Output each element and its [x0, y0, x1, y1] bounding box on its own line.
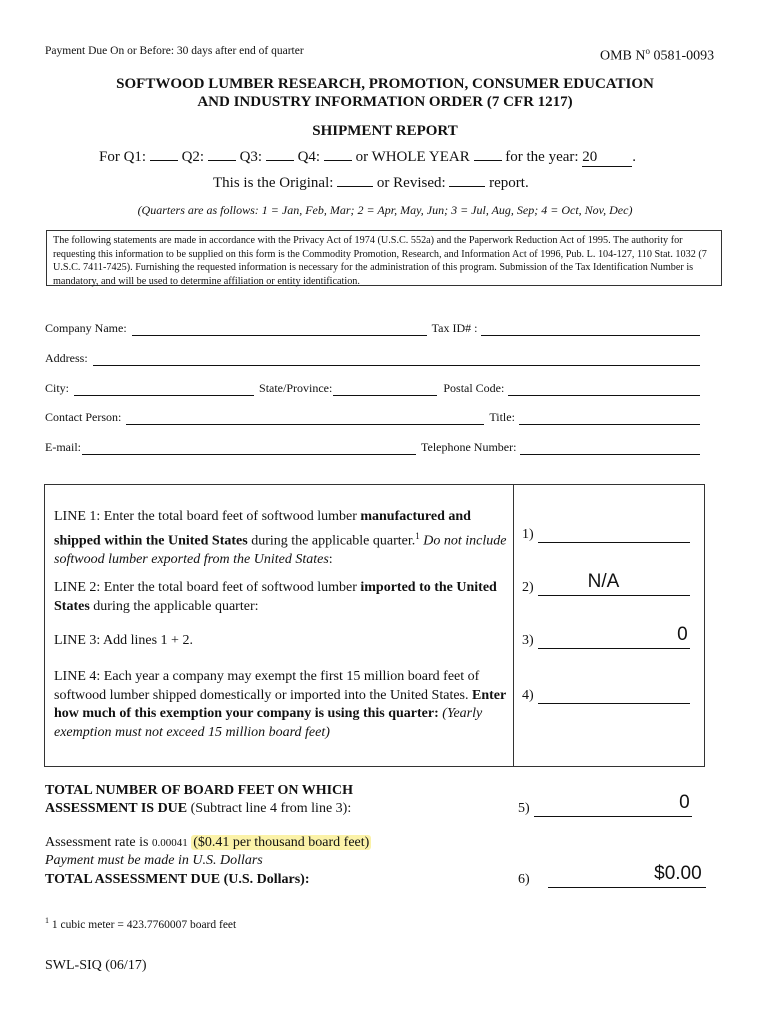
email-label: E-mail:: [45, 440, 81, 454]
omb-sup: o: [645, 46, 651, 56]
answer-3-value: 0: [677, 624, 688, 645]
city-label: City:: [45, 381, 70, 395]
report-title: SHIPMENT REPORT: [312, 123, 458, 139]
city-field[interactable]: [74, 383, 254, 396]
answer-2: [522, 571, 690, 596]
quarters-note: (Quarters are as follows: 1 = Jan, Feb, Mar; 2 = Apr, May, Jun; 3 = Jul, Aug, Sep; 4 = Oct, Nov, Dec): [137, 203, 633, 217]
line2-a: LINE 2: Enter the total board feet of softwood lumber: [54, 580, 361, 595]
footnote-text: 1 cubic meter = 423.7760007 board feet: [51, 918, 237, 931]
omb-value: 0581-0093: [650, 48, 715, 64]
footnote: [45, 916, 236, 931]
line3-text: LINE 3: Add lines 1 + 2.: [54, 633, 193, 648]
rate-highlight: ($0.41 per thousand board feet): [193, 835, 370, 850]
contact-label: Contact Person:: [45, 410, 122, 424]
year-value: 20: [582, 149, 598, 165]
answer-1: [522, 527, 690, 543]
answer-5-number: 5): [518, 801, 530, 816]
line1-text: [54, 508, 509, 569]
postal-label: Postal Code:: [443, 381, 505, 395]
q3-field[interactable]: [266, 148, 294, 161]
postal-field[interactable]: [508, 383, 700, 396]
line2-b: imported to the United States: [54, 580, 497, 614]
line4-a: LINE 4: Each year a company may exempt the first 15 million board feet of softwood lumber shipped domestically or imported into the United States.: [54, 669, 480, 703]
total-due-label: TOTAL ASSESSMENT DUE (U.S. Dollars):: [45, 872, 310, 887]
q4-label: Q4:: [297, 149, 321, 165]
rate-label: Assessment rate is: [45, 835, 152, 850]
payment-due-note: Payment Due On or Before: 30 days after end of quarter: [45, 45, 304, 57]
telephone-field[interactable]: [520, 442, 700, 455]
q1-field[interactable]: [150, 148, 178, 161]
omb-prefix: OMB N: [600, 48, 646, 64]
total-label-line2: [45, 801, 351, 817]
email-field[interactable]: [82, 442, 416, 455]
revised-label: or Revised:: [376, 175, 446, 191]
original-revised-row: [213, 174, 529, 192]
email-row: [45, 439, 701, 455]
answer-6-field[interactable]: [548, 863, 706, 888]
line4-text: [54, 668, 509, 742]
answer-4: [522, 688, 690, 704]
total-label-bold: ASSESSMENT IS DUE: [45, 801, 188, 816]
rate-row: [45, 835, 371, 851]
city-row: [45, 380, 701, 396]
address-label: Address:: [45, 351, 88, 365]
address-row: [45, 350, 701, 366]
line1-b: manufactured and shipped within the United States: [54, 509, 471, 549]
title-label: Title:: [489, 410, 515, 424]
report-word: report.: [489, 175, 529, 191]
tax-id-field[interactable]: [481, 323, 700, 336]
answer-4-field[interactable]: [538, 689, 690, 704]
answer-1-field[interactable]: [538, 528, 690, 543]
company-name-field[interactable]: [132, 323, 427, 336]
answer-4-number: 4): [522, 688, 534, 703]
company-row: [45, 320, 701, 336]
q4-field[interactable]: [324, 148, 352, 161]
line1-sup: 1: [415, 530, 420, 541]
answer-5: [518, 792, 692, 817]
form-title-line2: AND INDUSTRY INFORMATION ORDER (7 CFR 1217): [197, 94, 573, 110]
year-label: for the year:: [505, 149, 579, 165]
line2-c: during the applicable quarter:: [89, 598, 259, 614]
answer-3-number: 3): [522, 633, 534, 648]
answer-3-field[interactable]: [538, 624, 690, 649]
total-label-rest: (Subtract line 4 from line 3):: [187, 801, 352, 816]
year-field[interactable]: [582, 149, 632, 167]
answer-1-number: 1): [522, 527, 534, 542]
answer-5-field[interactable]: [534, 792, 692, 817]
payment-note: Payment must be made in U.S. Dollars: [45, 853, 263, 868]
answer-6-number: 6): [518, 872, 530, 887]
whole-year-field[interactable]: [474, 148, 502, 161]
contact-row: [45, 409, 701, 425]
telephone-label: Telephone Number:: [421, 440, 517, 454]
contact-field[interactable]: [126, 412, 484, 425]
q1-label: For Q1:: [99, 149, 147, 165]
q3-label: Q3:: [239, 149, 263, 165]
period-row: For Q1: Q2: Q3: Q4: or WHOLE YEAR for the year: 20 .: [99, 149, 637, 165]
original-field[interactable]: [337, 174, 373, 187]
line4-c: (Yearly exemption must not exceed 15 million board feet): [54, 706, 483, 740]
answer-2-field[interactable]: [538, 571, 690, 596]
q2-field[interactable]: [208, 148, 236, 161]
original-label: This is the Original:: [213, 175, 334, 191]
company-name-label: Company Name:: [45, 321, 127, 335]
line1-a: LINE 1: Enter the total board feet of softwood lumber: [54, 509, 361, 524]
form-id: SWL-SIQ (06/17): [45, 958, 147, 973]
state-label: State/Province:: [259, 381, 333, 395]
answer-5-value: 0: [679, 792, 690, 813]
revised-field[interactable]: [449, 174, 485, 187]
footnote-sup: 1: [45, 916, 49, 925]
lines-box-divider: [513, 485, 514, 766]
title-field[interactable]: [519, 412, 700, 425]
line2-text: [54, 579, 509, 616]
answer-2-value: N/A: [587, 571, 620, 592]
address-field[interactable]: [93, 353, 700, 366]
whole-year-label: or WHOLE YEAR: [355, 149, 470, 165]
tax-id-label: Tax ID# :: [431, 321, 478, 335]
q2-label: Q2:: [181, 149, 205, 165]
privacy-statement: The following statements are made in accordance with the Privacy Act of 1974 (U.S.C. 552a) and the Paperwork Reduction Act of 1995. The authority for requesting this information to be supplied on this form is the Commodity Promotion, Research, and Information Act of 1996, Pub. L. 104-127, 110 Stat. 1032 (7 U.S.C. 7411-7425). Furnishing the requested information is necessary for the administration of this program. Submission of the Tax Identification Number is mandatory, and will be used to determine affiliation or entity identification.: [46, 230, 722, 286]
answer-6-value: $0.00: [654, 863, 702, 884]
line1-c: during the applicable quarter.: [247, 533, 416, 549]
answer-6: [518, 863, 706, 888]
line4-b: Enter how much of this exemption your company is using this quarter:: [54, 687, 506, 721]
answer-2-number: 2): [522, 580, 534, 595]
rate-value: 0.00041: [151, 837, 188, 849]
state-field[interactable]: [333, 383, 437, 396]
omb-number: [600, 46, 714, 65]
line1-d: Do not include softwood lumber exported from the United States: [54, 533, 507, 567]
line1-e: :: [328, 551, 333, 567]
answer-3: [522, 624, 690, 649]
form-title-line1: SOFTWOOD LUMBER RESEARCH, PROMOTION, CONSUMER EDUCATION: [116, 76, 654, 92]
total-label-line1: TOTAL NUMBER OF BOARD FEET ON WHICH: [45, 783, 354, 798]
